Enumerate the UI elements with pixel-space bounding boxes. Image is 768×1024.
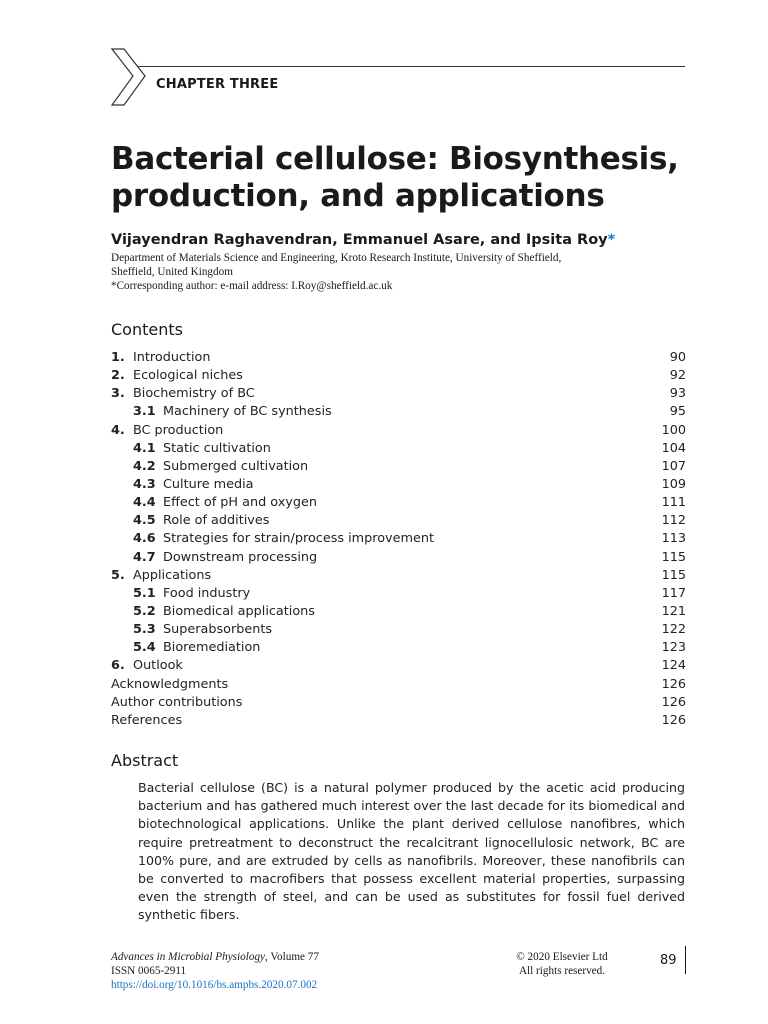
toc-entry-number: 5.2 [133, 603, 156, 619]
chapter-chevron-icon [111, 48, 147, 106]
toc-entry-label: Acknowledgments [111, 676, 229, 692]
toc-entry[interactable] [111, 621, 686, 639]
toc-entry-page: 113 [661, 531, 686, 547]
toc-entry-page: 112 [661, 513, 686, 529]
toc-entry[interactable] [111, 694, 686, 712]
toc-entry[interactable] [111, 458, 686, 476]
affiliation-line: Department of Materials Science and Engineering, Kroto Research Institute, University of Sheffield, [111, 252, 562, 264]
toc-entry-number: 4.7 [133, 549, 156, 565]
toc-entry-page: 109 [661, 476, 686, 492]
toc-entry-number: 4. [111, 422, 125, 438]
page-number-rule [685, 946, 686, 974]
doi-link[interactable]: https://doi.org/10.1016/bs.ampbs.2020.07.002 [111, 979, 318, 991]
toc-entry-label: Role of additives [163, 513, 270, 529]
toc-entry-number: 3.1 [133, 404, 156, 420]
toc-entry[interactable] [111, 422, 686, 440]
toc-entry-page: 100 [661, 422, 686, 438]
corresponding-author-link[interactable]: * [607, 232, 616, 248]
toc-entry-label: Effect of pH and oxygen [163, 495, 317, 511]
journal-volume: , Volume 77 [265, 951, 319, 963]
toc-entry-label: Machinery of BC synthesis [163, 404, 332, 420]
toc-entry[interactable] [111, 549, 686, 567]
toc-entry-number: 4.3 [133, 476, 156, 492]
toc-entry-number: 5. [111, 567, 125, 583]
toc-entry-label: Submerged cultivation [163, 458, 309, 474]
rights: All rights reserved. [518, 965, 606, 977]
table-of-contents [111, 349, 686, 730]
toc-entry-label: Downstream processing [163, 549, 318, 565]
toc-entry[interactable] [111, 512, 686, 530]
affiliation [111, 251, 691, 293]
affiliation-line: Sheffield, United Kingdom [111, 266, 233, 278]
toc-entry[interactable] [111, 440, 686, 458]
toc-entry[interactable] [111, 494, 686, 512]
toc-entry-page: 107 [661, 458, 686, 474]
toc-entry-number: 5.1 [133, 585, 156, 601]
toc-entry-page: 95 [669, 404, 686, 420]
toc-entry-page: 90 [669, 350, 686, 365]
toc-entry-number: 5.3 [133, 622, 156, 638]
toc-entry-number: 3. [111, 386, 125, 402]
toc-entry[interactable] [111, 349, 686, 367]
contents-heading: Contents [111, 320, 183, 339]
toc-entry-label: Biomedical applications [163, 603, 315, 619]
toc-entry[interactable] [111, 585, 686, 603]
toc-entry[interactable] [111, 567, 686, 585]
chapter-rule [138, 66, 685, 67]
toc-entry-page: 93 [669, 386, 686, 402]
toc-entry-page: 126 [661, 694, 686, 710]
toc-entry[interactable] [111, 385, 686, 403]
toc-entry-number: 4.5 [133, 513, 156, 529]
toc-entry-page: 126 [661, 676, 686, 692]
author-names: Vijayendran Raghavendran, Emmanuel Asare, and Ipsita Roy [111, 232, 608, 248]
toc-entry-label: Biochemistry of BC [133, 386, 255, 402]
toc-entry-label: Food industry [163, 585, 251, 601]
chapter-title: Bacterial cellulose: Biosynthesis, production, and applications [111, 141, 679, 214]
toc-entry-label: References [111, 712, 183, 728]
toc-entry[interactable] [111, 639, 686, 657]
journal-info [111, 950, 319, 992]
toc-entry[interactable] [111, 476, 686, 494]
toc-entry-page: 115 [661, 549, 686, 565]
journal-name: Advances in Microbial Physiology [111, 951, 265, 963]
toc-entry-label: Strategies for strain/process improvement [163, 531, 434, 547]
issn: ISSN 0065-2911 [111, 965, 187, 977]
copyright-info [500, 950, 624, 978]
toc-entry-label: Introduction [133, 350, 211, 365]
toc-entry-number: 6. [111, 658, 125, 674]
toc-entry-number: 4.6 [133, 531, 156, 547]
abstract-heading: Abstract [111, 751, 179, 770]
toc-entry-page: 104 [661, 440, 686, 456]
toc-entry-page: 126 [661, 712, 686, 728]
toc-entry-label: BC production [133, 422, 224, 438]
toc-entry-number: 4.1 [133, 440, 156, 456]
abstract-text: Bacterial cellulose (BC) is a natural polymer produced by the acetic acid producing bacterium and has gathered much interest over the last decade for its biomedical and biotechnological applications. Unlike the plant derived cellulose nanofibres, which require pretreatment to deconstruct the recalcitrant lignocellulosic network, BC are 100% pure, and are extruded by cells as nanofibrils. Moreover, these nanofibrils can be converted to macrofibers that possess excellent material properties, surpassing even the strength of steel, and can be used as substitutes for fossil fuel derived synthetic fibers. [138, 780, 685, 923]
toc-entry-label: Superabsorbents [163, 622, 273, 638]
toc-entry-number: 5.4 [133, 640, 156, 656]
toc-entry-page: 122 [661, 622, 686, 638]
page-number: 89 [660, 953, 677, 968]
author-list [111, 232, 615, 248]
toc-entry[interactable] [111, 530, 686, 548]
toc-entry[interactable] [111, 676, 686, 694]
toc-entry-number: 2. [111, 368, 125, 384]
toc-entry-page: 124 [661, 658, 686, 674]
toc-entry-page: 121 [661, 603, 686, 619]
copyright: © 2020 Elsevier Ltd [516, 951, 608, 963]
toc-entry[interactable] [111, 712, 686, 730]
toc-entry-page: 123 [661, 640, 686, 656]
toc-entry-number: 4.2 [133, 458, 156, 474]
toc-entry-page: 115 [661, 567, 686, 583]
toc-entry-page: 117 [661, 585, 686, 601]
chapter-label: CHAPTER THREE [156, 77, 279, 92]
toc-entry-label: Applications [133, 567, 212, 583]
toc-entry-label: Bioremediation [163, 640, 261, 656]
toc-entry[interactable] [111, 657, 686, 675]
toc-entry-label: Static cultivation [163, 440, 271, 456]
toc-entry-label: Ecological niches [133, 368, 243, 384]
toc-entry-number: 4.4 [133, 495, 156, 511]
toc-entry-page: 111 [661, 495, 686, 511]
toc-entry[interactable] [111, 403, 686, 421]
toc-entry-number: 1. [111, 350, 125, 365]
toc-entry-label: Outlook [133, 658, 183, 674]
toc-entry-label: Culture media [163, 476, 254, 492]
toc-entry[interactable] [111, 367, 686, 385]
toc-entry-page: 92 [669, 368, 686, 384]
toc-entry-label: Author contributions [111, 694, 243, 710]
toc-entry[interactable] [111, 603, 686, 621]
corresponding-author-note: *Corresponding author: e-mail address: I.Roy@sheffield.ac.uk [111, 280, 393, 292]
